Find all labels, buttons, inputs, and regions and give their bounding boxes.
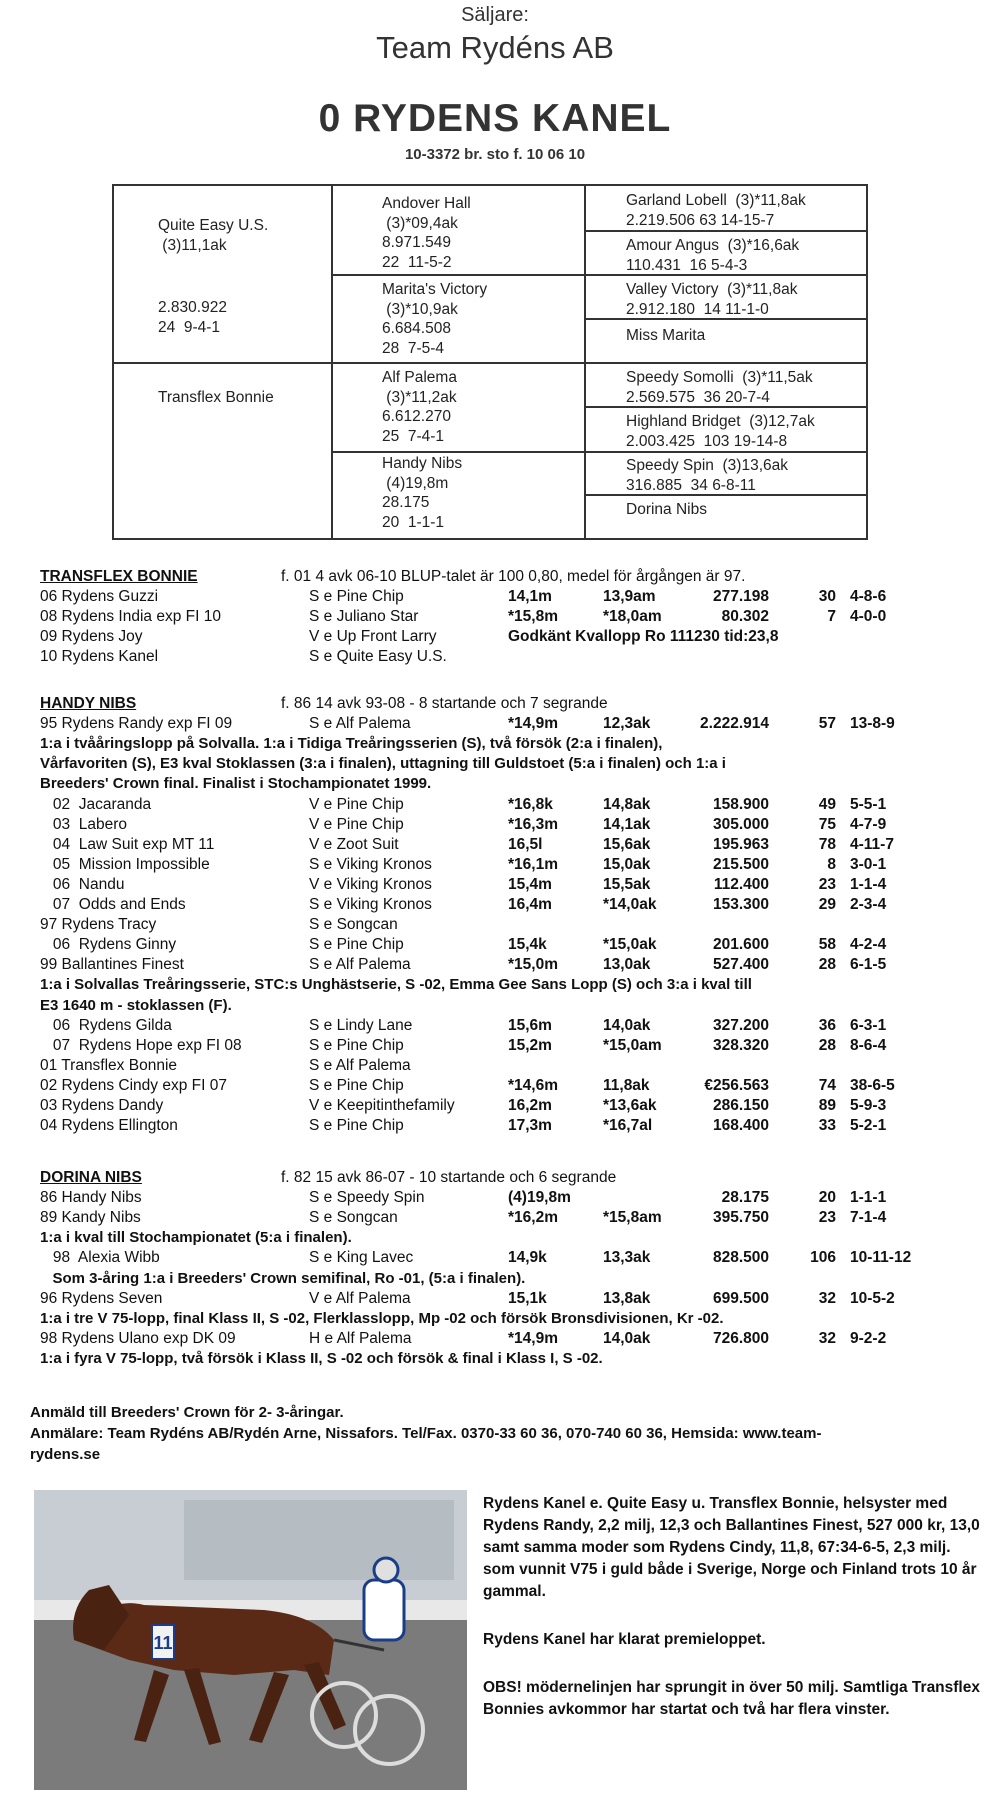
offspring-placings: 2-3-4 — [850, 896, 887, 913]
offspring-row — [40, 1096, 980, 1116]
offspring-placings: 1-1-4 — [850, 875, 887, 893]
offspring-name: 97 Rydens Tracy — [40, 916, 157, 934]
offspring-placings: 10-5-2 — [850, 1289, 895, 1307]
offspring-row — [40, 1016, 980, 1036]
offspring-record-2: 13,9am — [603, 588, 656, 606]
section-header — [40, 694, 980, 714]
offspring-row — [40, 1188, 980, 1208]
offspring-name: 98 Rydens Ulano exp DK 09 — [40, 1329, 236, 1347]
photo-caption — [483, 1493, 983, 1747]
offspring-earnings: 201.600 — [712, 936, 769, 954]
offspring-placings: 7-1-4 — [850, 1209, 887, 1227]
offspring-name: 06 Rydens Gilda — [40, 1016, 172, 1034]
offspring-row — [40, 815, 980, 835]
offspring-earnings: 527.400 — [712, 956, 769, 974]
offspring-starts: 89 — [818, 1097, 836, 1114]
offspring-name: 07 Rydens Hope exp FI 08 — [40, 1036, 242, 1054]
offspring-record-1: *16,3m — [508, 815, 558, 833]
offspring-row — [40, 795, 980, 815]
pedigree-dsd: Highland Bridget (3)12,7ak 2.003.425 103 19-14-8 — [626, 413, 815, 450]
offspring-placings: 1-1-1 — [850, 1189, 887, 1207]
offspring-earnings: 28.175 — [721, 1189, 769, 1207]
offspring-row — [40, 915, 980, 935]
offspring-sire: V e Alf Palema — [309, 1289, 411, 1307]
offspring-record-1: 16,5l — [508, 835, 543, 853]
offspring-placings: 6-3-1 — [850, 1016, 887, 1034]
offspring-record-1: *14,6m — [508, 1076, 558, 1094]
offspring-record-2: 15,0ak — [603, 855, 651, 873]
offspring-sire: S e Pine Chip — [309, 1117, 404, 1135]
offspring-starts: 57 — [818, 715, 836, 733]
offspring-sire: S e Pine Chip — [309, 936, 404, 954]
offspring-record-1: 15,2m — [508, 1036, 552, 1054]
offspring-record-1: 16,2m — [508, 1097, 552, 1114]
offspring-sire: S e Lindy Lane — [309, 1016, 413, 1034]
offspring-row — [40, 1056, 980, 1076]
pedigree-dam: Transflex Bonnie — [158, 389, 274, 406]
offspring-record-2: *15,8am — [603, 1209, 662, 1227]
offspring-earnings: 395.750 — [712, 1209, 769, 1227]
offspring-placings: 5-9-3 — [850, 1097, 887, 1114]
offspring-sire: S e Viking Kronos — [309, 896, 432, 913]
offspring-starts: 28 — [818, 956, 836, 974]
offspring-name: 03 Rydens Dandy — [40, 1097, 164, 1114]
offspring-starts: 20 — [818, 1189, 836, 1207]
offspring-sire: S e Speedy Spin — [309, 1189, 425, 1207]
offspring-earnings: 112.400 — [713, 875, 769, 893]
offspring-starts: 75 — [818, 815, 836, 833]
offspring-sire: S e Alf Palema — [309, 1056, 411, 1074]
offspring-starts: 30 — [818, 588, 836, 606]
offspring-name: 06 Nandu — [40, 875, 125, 893]
offspring-record-2: *15,0ak — [603, 936, 657, 954]
offspring-placings: 4-2-4 — [850, 936, 887, 954]
offspring-starts: 78 — [818, 835, 836, 853]
registration-info: 10-3372 br. sto f. 10 06 10 — [404, 146, 586, 163]
offspring-starts: 28 — [818, 1036, 836, 1054]
offspring-record-2: 11,8ak — [603, 1076, 650, 1094]
offspring-name: 05 Mission Impossible — [40, 855, 210, 873]
offspring-earnings: 2.222.914 — [700, 715, 769, 733]
horse-photo — [34, 1490, 467, 1790]
merit-note: 1:a i kval till Stochampionatet (5:a i finalen). — [40, 1229, 352, 1247]
pedigree-dds: Speedy Spin (3)13,6ak 316.885 34 6-8-11 — [626, 457, 788, 494]
offspring-row — [40, 935, 980, 955]
offspring-sire: V e Viking Kronos — [309, 875, 432, 893]
offspring-name: 10 Rydens Kanel — [40, 648, 159, 666]
offspring-earnings: 286.150 — [712, 1097, 769, 1114]
offspring-name: 02 Rydens Cindy exp FI 07 — [40, 1076, 227, 1094]
offspring-record-1: *15,8m — [508, 608, 558, 626]
offspring-name: 02 Jacaranda — [40, 795, 152, 813]
offspring-name: 86 Handy Nibs — [40, 1189, 142, 1207]
offspring-starts: 74 — [818, 1076, 836, 1094]
merit-note: Vårfavoriten (S), E3 kval Stoklassen (3:a i finalen), uttagning till Guldstoet (5:a i finalen) och 1:a i — [40, 755, 726, 773]
saddle-number: 11 — [153, 1633, 173, 1653]
offspring-starts: 106 — [810, 1249, 836, 1267]
seller-label: Säljare: — [461, 4, 529, 26]
contact-line-cont: rydens.se — [30, 1446, 101, 1463]
pedigree-sds: Valley Victory (3)*11,8ak 2.912.180 14 11-1-0 — [626, 281, 798, 318]
offspring-row — [40, 835, 980, 855]
section-title: TRANSFLEX BONNIE — [40, 568, 198, 585]
offspring-row — [40, 627, 980, 647]
offspring-sire: V e Pine Chip — [309, 815, 404, 833]
offspring-record-1: *16,2m — [508, 1209, 558, 1227]
offspring-name: 04 Law Suit exp MT 11 — [40, 835, 215, 853]
offspring-row — [40, 1036, 980, 1056]
offspring-starts: 8 — [827, 855, 836, 873]
offspring-name: 96 Rydens Seven — [40, 1289, 163, 1307]
offspring-placings: 9-2-2 — [850, 1329, 887, 1347]
section-header — [40, 567, 980, 587]
offspring-placings: 4-11-7 — [850, 835, 894, 853]
offspring-earnings: 699.500 — [712, 1289, 769, 1307]
offspring-earnings: 153.300 — [712, 896, 769, 913]
offspring-name: 09 Rydens Joy — [40, 628, 143, 646]
offspring-earnings: 328.320 — [712, 1036, 769, 1054]
merit-note: Som 3-åring 1:a i Breeders' Crown semifinal, Ro -01, (5:a i finalen). — [40, 1269, 526, 1287]
offspring-record-2: *16,7al — [603, 1117, 653, 1135]
pedigree-ssd: Amour Angus (3)*16,6ak 110.431 16 5-4-3 — [626, 237, 800, 274]
section-title: HANDY NIBS — [40, 695, 137, 712]
offspring-placings: 5-5-1 — [850, 795, 887, 813]
offspring-sire: H e Alf Palema — [309, 1329, 412, 1347]
offspring-record-2: *15,0am — [603, 1036, 662, 1054]
section-info: f. 82 15 avk 86-07 - 10 startande och 6 segrande — [281, 1169, 617, 1186]
offspring-row — [40, 647, 980, 667]
offspring-record-1: 15,6m — [508, 1016, 552, 1034]
offspring-sire: V e Pine Chip — [309, 795, 404, 813]
offspring-sire: V e Zoot Suit — [309, 835, 399, 853]
offspring-name: 99 Ballantines Finest — [40, 956, 184, 974]
offspring-name: 98 Alexia Wibb — [40, 1249, 160, 1267]
offspring-sire: V e Keepitinthefamily — [309, 1097, 455, 1114]
merit-note: 1:a i fyra V 75-lopp, två försök i Klass II, S -02 och försök & final i Klass I, S -02. — [40, 1349, 603, 1367]
offspring-sire: S e Alf Palema — [309, 715, 411, 733]
pedigree-sss: Garland Lobell (3)*11,8ak 2.219.506 63 14-15-7 — [626, 192, 806, 229]
offspring-sire: V e Up Front Larry — [309, 628, 437, 646]
caption-paragraph-1: Rydens Kanel e. Quite Easy u. Transflex Bonnie, helsyster med Rydens Randy, 2,2 milj, 12,3 och Ballantines Finest, 527 000 kr, 13,0 samt samma moder som Rydens Cindy, 11,8, 67:34-6-5, 2,3 milj. som vunnit V75 i guld både i Sverige, Norge och Finland trots 10 år gammal. — [483, 1495, 980, 1600]
offspring-starts: 33 — [818, 1117, 836, 1135]
seller-name: Team Rydéns AB — [376, 30, 614, 65]
offspring-placings: 4-0-0 — [850, 608, 887, 626]
offspring-record-1: *14,9m — [508, 1329, 558, 1347]
offspring-placings: 8-6-4 — [850, 1036, 887, 1054]
offspring-starts: 49 — [818, 795, 836, 813]
offspring-name: 06 Rydens Guzzi — [40, 588, 159, 606]
offspring-placings: 6-1-5 — [850, 956, 887, 974]
offspring-name: 07 Odds and Ends — [40, 896, 186, 913]
section-info: f. 86 14 avk 93-08 - 8 startande och 7 segrande — [281, 695, 608, 712]
offspring-row — [40, 955, 980, 975]
offspring-name: 89 Kandy Nibs — [40, 1209, 141, 1227]
merit-note: 1:a i tvååringslopp på Solvalla. 1:a i Tidiga Treåringsserien (S), två försök (2:a i finalen), — [40, 735, 663, 753]
offspring-record-1: *16,8k — [508, 795, 553, 813]
trotting-horse-illustration — [34, 1490, 467, 1790]
offspring-row — [40, 607, 980, 627]
offspring-name: 01 Transflex Bonnie — [40, 1056, 178, 1074]
offspring-name: 06 Rydens Ginny — [40, 936, 177, 954]
offspring-row — [40, 875, 980, 895]
offspring-record-1: 15,4k — [508, 936, 547, 954]
offspring-record-1: 15,1k — [508, 1289, 547, 1307]
contact-line: Anmälare: Team Rydéns AB/Rydén Arne, Nissafors. Tel/Fax. 0370-33 60 36, 070-740 60 36, Hemsida: www.team- — [30, 1425, 822, 1442]
section-info: f. 01 4 avk 06-10 BLUP-talet är 100 0,80, medel för årgången är 97. — [281, 568, 746, 585]
offspring-earnings: €256.563 — [704, 1076, 769, 1094]
offspring-earnings: 168.400 — [712, 1117, 769, 1135]
offspring-record-1: *16,1m — [508, 855, 558, 873]
offspring-placings: 13-8-9 — [850, 715, 895, 733]
offspring-record-1: (4)19,8m — [508, 1189, 571, 1207]
offspring-placings: 5-2-1 — [850, 1117, 887, 1135]
offspring-name: 04 Rydens Ellington — [40, 1117, 178, 1135]
offspring-row — [40, 1329, 980, 1349]
pedigree-dam-sire: Alf Palema (3)*11,2ak 6.612.270 25 7-4-1 — [382, 369, 457, 445]
offspring-sire: S e Pine Chip — [309, 588, 404, 606]
pedigree-ddd: Dorina Nibs — [626, 501, 707, 518]
offspring-record-2: 15,6ak — [603, 835, 651, 853]
offspring-row — [40, 587, 980, 607]
offspring-record-1: 14,9k — [508, 1249, 547, 1267]
offspring-record-2: 14,0ak — [603, 1016, 651, 1034]
offspring-record-1: 15,4m — [508, 875, 552, 893]
offspring-sire: S e King Lavec — [309, 1249, 414, 1267]
offspring-record-2: *13,6ak — [603, 1097, 657, 1114]
offspring-sire: S e Juliano Star — [309, 608, 419, 626]
offspring-starts: 36 — [818, 1016, 836, 1034]
offspring-earnings: 158.900 — [712, 795, 769, 813]
offspring-starts: 23 — [818, 875, 836, 893]
section-title: DORINA NIBS — [40, 1169, 142, 1186]
offspring-row — [40, 1208, 980, 1228]
pedigree-sdd: Miss Marita — [626, 327, 706, 344]
caption-paragraph-2: Rydens Kanel har klarat premieloppet. — [483, 1631, 766, 1648]
offspring-row — [40, 1116, 980, 1136]
offspring-name: 08 Rydens India exp FI 10 — [40, 608, 221, 626]
offspring-record-1: 17,3m — [508, 1117, 552, 1135]
offspring-name: 03 Labero — [40, 815, 128, 833]
offspring-record-2: 14,0ak — [603, 1329, 651, 1347]
offspring-row — [40, 1248, 980, 1268]
offspring-record-2: 13,0ak — [603, 956, 651, 974]
offspring-sire: S e Songcan — [309, 1209, 398, 1227]
pedigree-dam-dam: Handy Nibs (4)19,8m 28.175 20 1-1-1 — [382, 455, 463, 531]
offspring-sire: S e Pine Chip — [309, 1036, 404, 1054]
pedigree-sire: Quite Easy U.S. (3)11,1ak — [158, 217, 269, 254]
offspring-earnings: 195.963 — [712, 835, 769, 853]
merit-note: E3 1640 m - stoklassen (F). — [40, 996, 232, 1014]
offspring-placings: 4-7-9 — [850, 815, 887, 833]
offspring-record-1: Godkänt Kvallopp Ro 111230 tid:23,8 — [508, 628, 779, 646]
offspring-sire: S e Quite Easy U.S. — [309, 648, 447, 666]
pedigree-sire-sire: Andover Hall (3)*09,4ak 8.971.549 22 11-5-2 — [382, 195, 471, 271]
offspring-placings: 38-6-5 — [850, 1076, 895, 1094]
offspring-record-1: 16,4m — [508, 896, 552, 913]
offspring-earnings: 277.198 — [712, 588, 769, 606]
offspring-sire: S e Pine Chip — [309, 1076, 404, 1094]
offspring-row — [40, 855, 980, 875]
offspring-row — [40, 1289, 980, 1309]
offspring-placings: 4-8-6 — [850, 588, 887, 606]
offspring-starts: 58 — [818, 936, 836, 954]
offspring-earnings: 726.800 — [712, 1329, 769, 1347]
pedigree-sire-stats: 2.830.922 24 9-4-1 — [158, 299, 227, 336]
offspring-record-2: 14,1ak — [603, 815, 651, 833]
offspring-record-1: 14,1m — [508, 588, 552, 606]
offspring-earnings: 828.500 — [712, 1249, 769, 1267]
offspring-row — [40, 1076, 980, 1096]
horse-title: 0 RYDENS KANEL — [318, 97, 672, 140]
section-header — [40, 1168, 980, 1188]
offspring-starts: 23 — [818, 1209, 836, 1227]
offspring-starts: 32 — [818, 1289, 836, 1307]
offspring-row — [40, 895, 980, 915]
offspring-name: 95 Rydens Randy exp FI 09 — [40, 715, 233, 733]
offspring-record-2: 13,8ak — [603, 1289, 651, 1307]
offspring-record-2: 15,5ak — [603, 875, 651, 893]
merit-note: Breeders' Crown final. Finalist i Stochampionatet 1999. — [40, 775, 432, 793]
offspring-record-2: 14,8ak — [603, 795, 651, 813]
offspring-starts: 32 — [818, 1329, 836, 1347]
offspring-earnings: 80.302 — [721, 608, 769, 626]
offspring-earnings: 215.500 — [712, 855, 769, 873]
offspring-placings: 3-0-1 — [850, 855, 887, 873]
offspring-record-2: 12,3ak — [603, 715, 651, 733]
breeders-crown-note: Anmäld till Breeders' Crown för 2- 3-åringar. — [30, 1404, 344, 1421]
merit-note: 1:a i Solvallas Treåringsserie, STC:s Unghästserie, S -02, Emma Gee Sans Lopp (S) och 3:a i kval till — [40, 976, 752, 994]
offspring-record-1: *14,9m — [508, 715, 558, 733]
offspring-earnings: 327.200 — [712, 1016, 769, 1034]
offspring-record-2: *14,0ak — [603, 896, 657, 913]
offspring-sire: S e Songcan — [309, 916, 398, 934]
pedigree-dss: Speedy Somolli (3)*11,5ak 2.569.575 36 20-7-4 — [626, 369, 813, 406]
offspring-sire: S e Viking Kronos — [309, 855, 432, 873]
offspring-record-2: *18,0am — [603, 608, 662, 626]
offspring-starts: 29 — [818, 896, 836, 913]
merit-note: 1:a i tre V 75-lopp, final Klass II, S -02, Flerklasslopp, Mp -02 och försök Bronsdivisionen, Kr -02. — [40, 1309, 724, 1327]
pedigree-sire-dam: Marita's Victory (3)*10,9ak 6.684.508 28 7-5-4 — [382, 281, 488, 357]
offspring-row — [40, 714, 980, 734]
offspring-record-2: 13,3ak — [603, 1249, 651, 1267]
offspring-placings: 10-11-12 — [850, 1249, 912, 1267]
offspring-sire: S e Alf Palema — [309, 956, 411, 974]
offspring-starts: 7 — [827, 608, 836, 626]
offspring-record-1: *15,0m — [508, 956, 558, 974]
offspring-earnings: 305.000 — [712, 815, 769, 833]
pedigree-table — [112, 184, 868, 540]
caption-paragraph-3: OBS! mödernelinjen har sprungit in över 50 milj. Samtliga Transflex Bonnies avkommor har startat och två har flera vinster. — [483, 1679, 980, 1718]
